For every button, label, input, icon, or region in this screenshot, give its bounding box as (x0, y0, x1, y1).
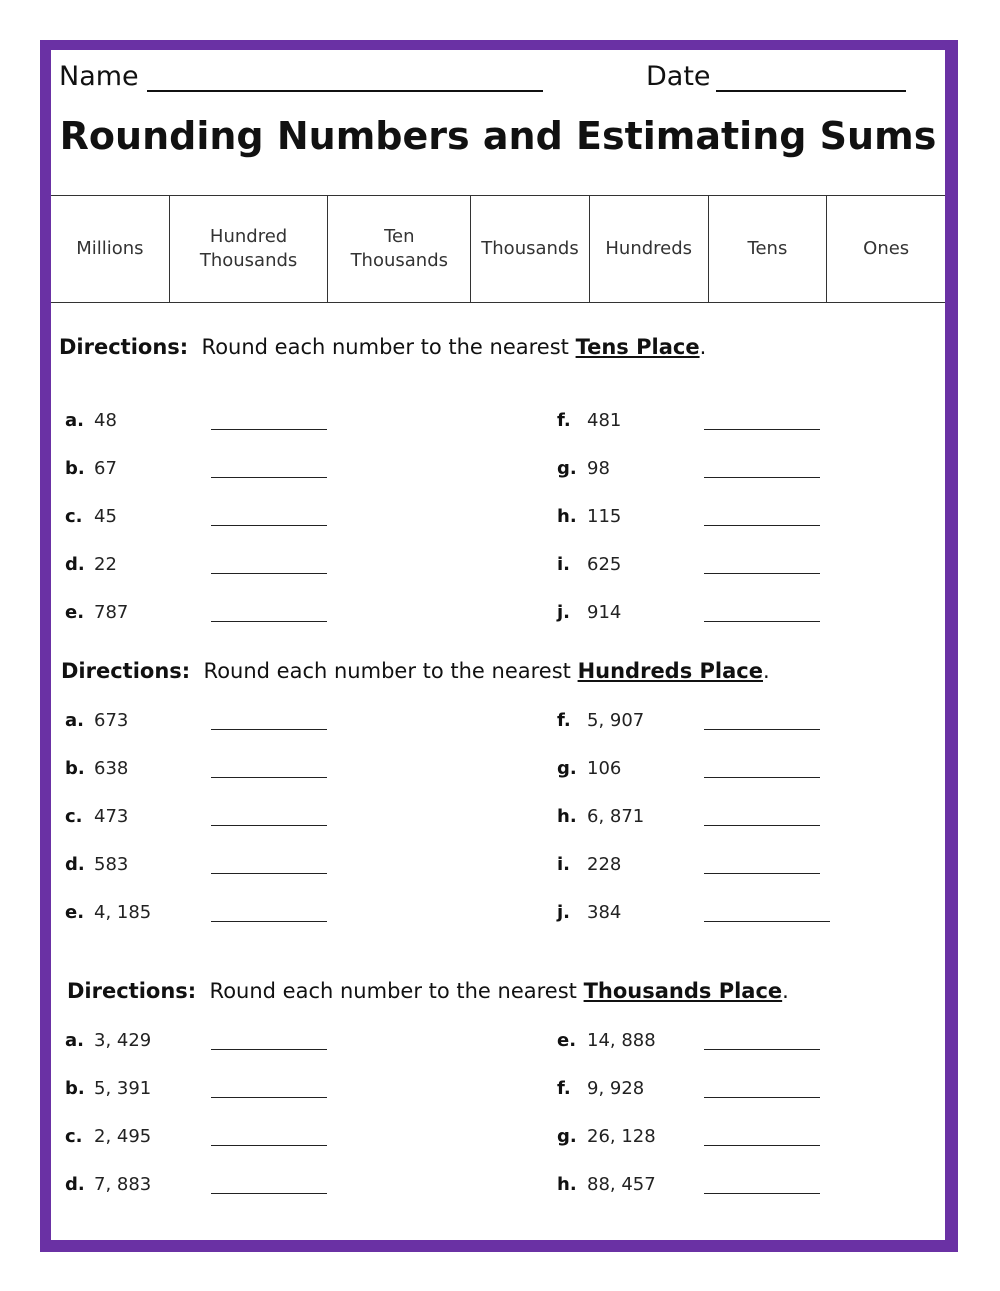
date-label: Date (646, 61, 711, 92)
answer-blank[interactable] (211, 1145, 327, 1146)
item-number: 14, 888 (587, 1030, 656, 1051)
item-number: 22 (94, 554, 117, 575)
answer-blank[interactable] (704, 873, 820, 874)
answer-blank[interactable] (704, 825, 820, 826)
item-letter: b. (65, 758, 85, 779)
item-letter: a. (65, 710, 84, 731)
item-letter: h. (557, 806, 577, 827)
directions-2 (61, 659, 770, 683)
answer-blank[interactable] (704, 921, 830, 922)
item-letter: j. (557, 602, 571, 623)
item-number: 625 (587, 554, 622, 575)
answer-blank[interactable] (704, 1145, 820, 1146)
directions-text: Round each number to the nearest (190, 659, 578, 683)
answer-blank[interactable] (211, 573, 327, 574)
item-letter: d. (65, 554, 85, 575)
answer-blank[interactable] (211, 729, 327, 730)
item-number: 98 (587, 458, 610, 479)
pv-tens: Tens (708, 196, 827, 302)
pv-ones: Ones (826, 196, 945, 302)
answer-blank[interactable] (704, 477, 820, 478)
item-letter: e. (65, 902, 85, 923)
directions-suffix: . (782, 979, 789, 1003)
item-number: 2, 495 (94, 1126, 152, 1147)
item-number: 583 (94, 854, 129, 875)
item-letter: d. (65, 854, 85, 875)
item-letter: g. (557, 1126, 577, 1147)
item-number: 5, 391 (94, 1078, 152, 1099)
item-letter: e. (557, 1030, 577, 1051)
item-letter: b. (65, 458, 85, 479)
directions-text: Round each number to the nearest (196, 979, 584, 1003)
answer-blank[interactable] (211, 825, 327, 826)
answer-blank[interactable] (211, 525, 327, 526)
directions-suffix: . (762, 659, 770, 683)
item-number: 45 (94, 506, 117, 527)
item-number: 9, 928 (587, 1078, 645, 1099)
item-letter: f. (557, 410, 571, 431)
item-letter: c. (65, 806, 83, 827)
item-number: 7, 883 (94, 1174, 152, 1195)
date-field[interactable] (716, 90, 906, 92)
item-letter: j. (557, 902, 571, 923)
answer-blank[interactable] (211, 1097, 327, 1098)
item-number: 115 (587, 506, 622, 527)
item-letter: c. (65, 1126, 83, 1147)
item-letter: a. (65, 410, 84, 431)
pv-thousands: Thousands (470, 196, 589, 302)
item-letter: g. (557, 458, 577, 479)
item-number: 6, 871 (587, 806, 645, 827)
item-letter: g. (557, 758, 577, 779)
item-letter: f. (557, 1078, 571, 1099)
item-number: 67 (94, 458, 117, 479)
directions-prefix: Directions: (61, 659, 191, 683)
answer-blank[interactable] (211, 921, 327, 922)
item-letter: h. (557, 506, 577, 527)
name-label: Name (59, 61, 139, 92)
item-number: 481 (587, 410, 622, 431)
answer-blank[interactable] (704, 573, 820, 574)
answer-blank[interactable] (704, 429, 820, 430)
item-letter: i. (557, 854, 571, 875)
item-number: 673 (94, 710, 129, 731)
item-number: 88, 457 (587, 1174, 656, 1195)
name-field[interactable] (147, 90, 543, 92)
answer-blank[interactable] (704, 1049, 820, 1050)
item-number: 48 (94, 410, 117, 431)
item-letter: b. (65, 1078, 85, 1099)
pv-millions: Millions (76, 238, 144, 259)
item-letter: c. (65, 506, 83, 527)
answer-blank[interactable] (704, 777, 820, 778)
answer-blank[interactable] (211, 1193, 327, 1194)
answer-blank[interactable] (704, 525, 820, 526)
item-number: 3, 429 (94, 1030, 152, 1051)
answer-blank[interactable] (211, 477, 327, 478)
directions-1 (59, 335, 706, 359)
pv-ten-thousands: Ten Thousands (327, 196, 470, 302)
item-number: 787 (94, 602, 129, 623)
answer-blank[interactable] (704, 1193, 820, 1194)
item-number: 228 (587, 854, 622, 875)
item-number: 384 (587, 902, 622, 923)
answer-blank[interactable] (704, 621, 820, 622)
item-number: 26, 128 (587, 1126, 656, 1147)
item-letter: i. (557, 554, 571, 575)
directions-prefix: Directions: (59, 335, 189, 359)
directions-emphasis: Hundreds Place (577, 659, 763, 683)
directions-emphasis: Thousands Place (583, 979, 783, 1003)
item-letter: e. (65, 602, 85, 623)
item-number: 4, 185 (94, 902, 152, 923)
answer-blank[interactable] (704, 729, 820, 730)
item-number: 106 (587, 758, 622, 779)
item-number: 5, 907 (587, 710, 645, 731)
answer-blank[interactable] (211, 777, 327, 778)
pv-hundreds: Hundreds (589, 196, 708, 302)
item-number: 473 (94, 806, 129, 827)
answer-blank[interactable] (704, 1097, 820, 1098)
directions-text: Round each number to the nearest (188, 335, 576, 359)
directions-emphasis: Tens Place (575, 335, 700, 359)
directions-3 (67, 979, 789, 1003)
answer-blank[interactable] (211, 429, 327, 430)
item-number: 638 (94, 758, 129, 779)
directions-suffix: . (699, 335, 707, 359)
item-letter: h. (557, 1174, 577, 1195)
item-number: 914 (587, 602, 622, 623)
place-value-table (51, 195, 945, 303)
answer-blank[interactable] (211, 873, 327, 874)
pv-hundred-thousands: Hundred Thousands (169, 196, 328, 302)
item-letter: f. (557, 710, 571, 731)
directions-prefix: Directions: (67, 979, 197, 1003)
page-title: Rounding Numbers and Estimating Sums (59, 114, 937, 158)
item-letter: d. (65, 1174, 85, 1195)
answer-blank[interactable] (211, 621, 327, 622)
item-letter: a. (65, 1030, 84, 1051)
answer-blank[interactable] (211, 1049, 327, 1050)
